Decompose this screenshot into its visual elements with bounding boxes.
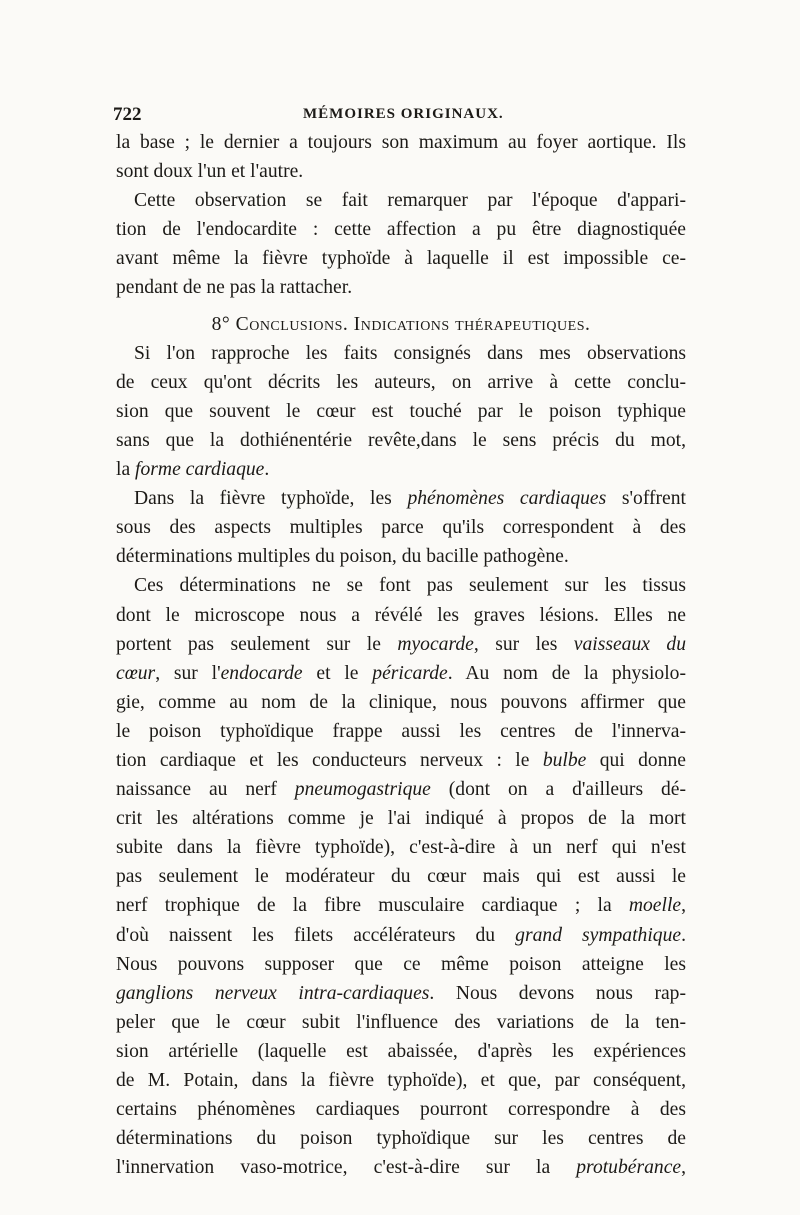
text-segment: d'où naissent les filets accélérateurs du xyxy=(116,924,516,946)
italic-phrase: cœur xyxy=(116,662,156,684)
section-heading: 8° Conclusions. Indications thérapeutiques. xyxy=(211,313,591,335)
text-line xyxy=(116,455,686,484)
text-segment: . Nous devons nous rap- xyxy=(429,982,686,1004)
text-segment: , sur l' xyxy=(155,662,221,684)
text-line xyxy=(116,775,686,804)
text-line xyxy=(116,659,686,688)
italic-phrase: ganglions nerveux intra-cardiaques xyxy=(116,982,430,1004)
text-line: la base ; le dernier a toujours son maximum au foyer aortique. Ils xyxy=(116,132,686,153)
text-segment: , xyxy=(681,1157,686,1179)
italic-phrase: protubérance xyxy=(576,1157,682,1179)
running-title: MÉMOIRES ORIGINAUX. xyxy=(303,106,504,122)
text-line xyxy=(116,1153,686,1182)
text-line: sion artérielle (laquelle est abaissée, d'après les expériences xyxy=(116,1040,686,1062)
text-line xyxy=(116,630,686,659)
text-line: tion de l'endocardite : cette affection a pu être diagnostiquée xyxy=(116,219,686,241)
text-line xyxy=(116,921,686,950)
text-line: de ceux qu'ont décrits les auteurs, on arrive à cette conclu- xyxy=(116,371,686,393)
text-segment: , sur les xyxy=(473,633,574,655)
text-line: le poison typhoïdique frappe aussi les centres de l'innerva- xyxy=(116,720,686,742)
text-segment: et le xyxy=(302,662,373,684)
italic-phrase: myocarde xyxy=(397,633,474,655)
italic-phrase: bulbe xyxy=(542,749,587,771)
text-line: pendant de ne pas la rattacher. xyxy=(116,277,353,299)
text-line: Si l'on rapproche les faits consignés dans mes observations xyxy=(134,342,686,364)
text-line: Nous pouvons supposer que ce même poison atteigne les xyxy=(116,953,686,975)
text-segment: , xyxy=(681,895,686,917)
text-line: sous des aspects multiples parce qu'ils correspondent à des xyxy=(116,517,686,539)
text-line: sans que la dothiénentérie revête,dans le sens précis du mot, xyxy=(116,429,686,451)
text-segment: . Au nom de la physiolo- xyxy=(447,662,686,684)
body-text xyxy=(116,128,686,1182)
text-segment: (dont on a d'ailleurs dé- xyxy=(430,779,686,801)
italic-phrase: pneumogastrique xyxy=(294,779,431,801)
text-line: subite dans la fièvre typhoïde), c'est-à-dire à un nerf qui n'est xyxy=(116,837,686,859)
text-line: certains phénomènes cardiaques pourront correspondre à des xyxy=(116,1099,686,1121)
text-line xyxy=(116,891,686,920)
text-segment: s'offrent xyxy=(606,488,686,510)
text-line: avant même la fièvre typhoïde à laquelle il est impossible ce- xyxy=(116,248,686,270)
italic-phrase: endocarde xyxy=(220,662,303,684)
text-line: de M. Potain, dans la fièvre typhoïde), et que, par conséquent, xyxy=(116,1070,686,1091)
italic-phrase: grand sympathique xyxy=(515,924,682,946)
italic-phrase: moelle xyxy=(628,895,682,917)
text-line: peler que le cœur subit l'influence des variations de la ten- xyxy=(116,1011,686,1033)
text-line: déterminations multiples du poison, du bacille pathogène. xyxy=(116,546,569,568)
text-segment: tion cardiaque et les conducteurs nerveux : le xyxy=(116,749,543,771)
text-line: déterminations du poison typhoïdique sur les centres de xyxy=(116,1128,686,1150)
text-line: Ces déterminations ne se font pas seulement sur les tissus xyxy=(134,575,686,597)
italic-phrase: péricarde xyxy=(372,662,448,684)
page-number: 722 xyxy=(113,104,142,125)
text-line: dont le microscope nous a révélé les graves lésions. Elles ne xyxy=(116,604,686,626)
text-line xyxy=(116,979,686,1008)
text-line: sion que souvent le cœur est touché par le poison typhique xyxy=(116,400,686,422)
page-header xyxy=(113,104,686,128)
italic-phrase: phénomènes cardiaques xyxy=(407,488,607,510)
text-line xyxy=(116,746,686,775)
text-segment: nerf trophique de la fibre musculaire cardiaque ; la xyxy=(116,895,629,917)
text-line: crit les altérations comme je l'ai indiqué à propos de la mort xyxy=(116,808,686,830)
text-line: Cette observation se fait remarquer par l'époque d'appari- xyxy=(134,190,686,212)
text-segment: l'innervation vaso-motrice, c'est-à-dire sur la xyxy=(116,1157,577,1179)
italic-phrase: forme cardiaque xyxy=(135,459,265,481)
text-segment: Dans la fièvre typhoïde, les xyxy=(134,488,408,510)
italic-phrase: vaisseaux du xyxy=(573,633,686,655)
text-line xyxy=(116,484,686,513)
text-segment: naissance au nerf xyxy=(116,779,295,801)
text-line: pas seulement le modérateur du cœur mais qui est aussi le xyxy=(116,866,686,888)
text-segment: . xyxy=(681,924,686,946)
text-line: gie, comme au nom de la clinique, nous pouvons affirmer que xyxy=(116,691,686,713)
text-line: sont doux l'un et l'autre. xyxy=(116,161,304,183)
text-segment: portent pas seulement sur le xyxy=(116,633,398,655)
text-segment: . xyxy=(264,459,270,481)
text-segment: la xyxy=(116,459,136,481)
text-segment: qui donne xyxy=(586,749,686,771)
